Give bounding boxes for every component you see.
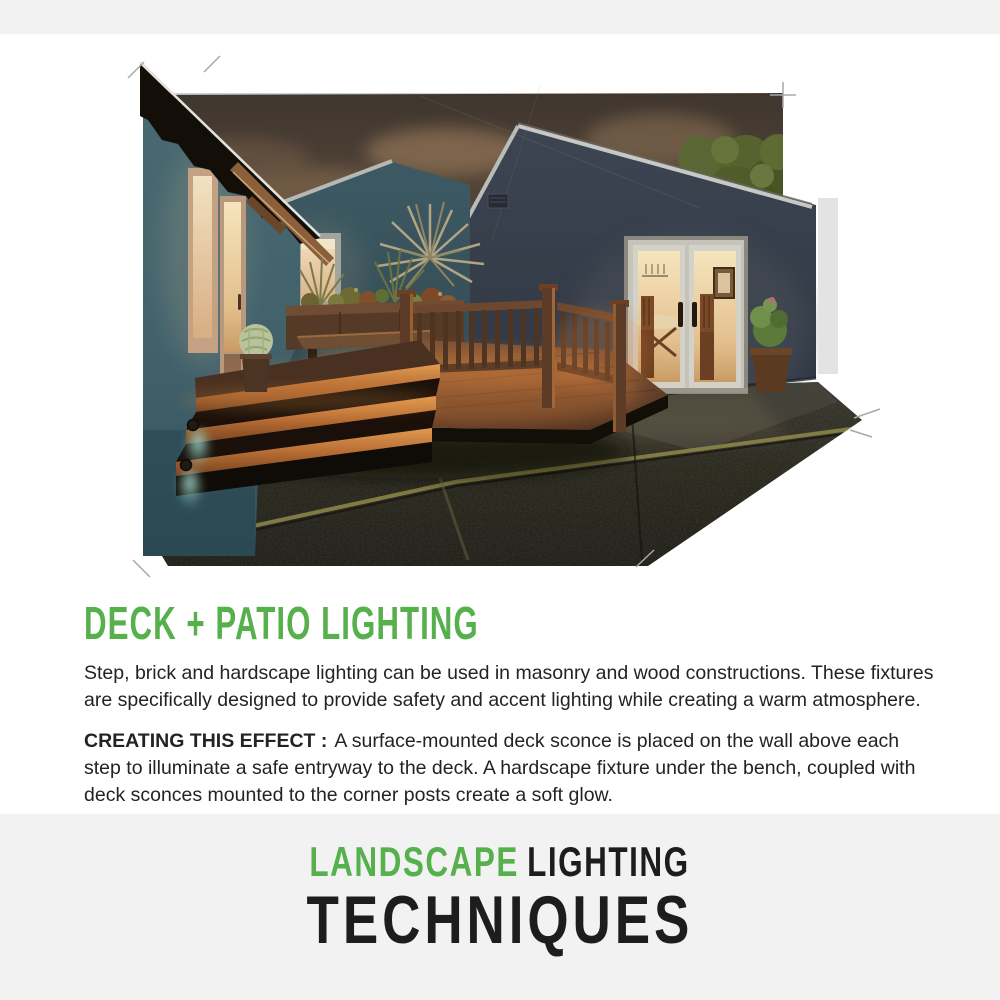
footer-band (0, 814, 1000, 1000)
door-handle (238, 294, 241, 310)
footer-techniques-text: TECHNIQUES (306, 882, 694, 958)
section-paragraph-1: Step, brick and hardscape lighting can be used in masonry and wood constructions. These fixtures are specifically designed to provide safety and accent lighting while creating a warm atmosphere. (84, 662, 934, 711)
gable-vent (488, 194, 508, 208)
gray-panel-strip (818, 198, 838, 374)
text-section (84, 597, 936, 823)
sconce-glow (177, 468, 203, 512)
deck-sconce (181, 460, 192, 471)
cactus-flower (769, 297, 775, 303)
section-heading-text: DECK + PATIO LIGHTING (84, 597, 479, 649)
door-handle (692, 302, 697, 327)
door-handle (678, 302, 683, 327)
section-heading (84, 597, 936, 649)
creating-effect-text: A surface-mounted deck sconce is placed on the wall above each step to illuminate a safe entryway to the deck. A hardscape fixture under the bench, coupled with deck sconces mounted to the corner posts create a soft glow. (84, 730, 916, 806)
left-glass-door (220, 196, 246, 396)
footer-line-1 (246, 840, 753, 884)
footer-line-2 (252, 882, 748, 958)
footer-lighting-text: LIGHTING (527, 838, 691, 885)
left-window (188, 168, 218, 353)
deck-sconce (188, 420, 199, 431)
section-paragraph-2 (84, 728, 936, 809)
creating-effect-label: CREATING THIS EFFECT : (84, 730, 328, 752)
footer-landscape-text: LANDSCAPE (309, 838, 520, 885)
